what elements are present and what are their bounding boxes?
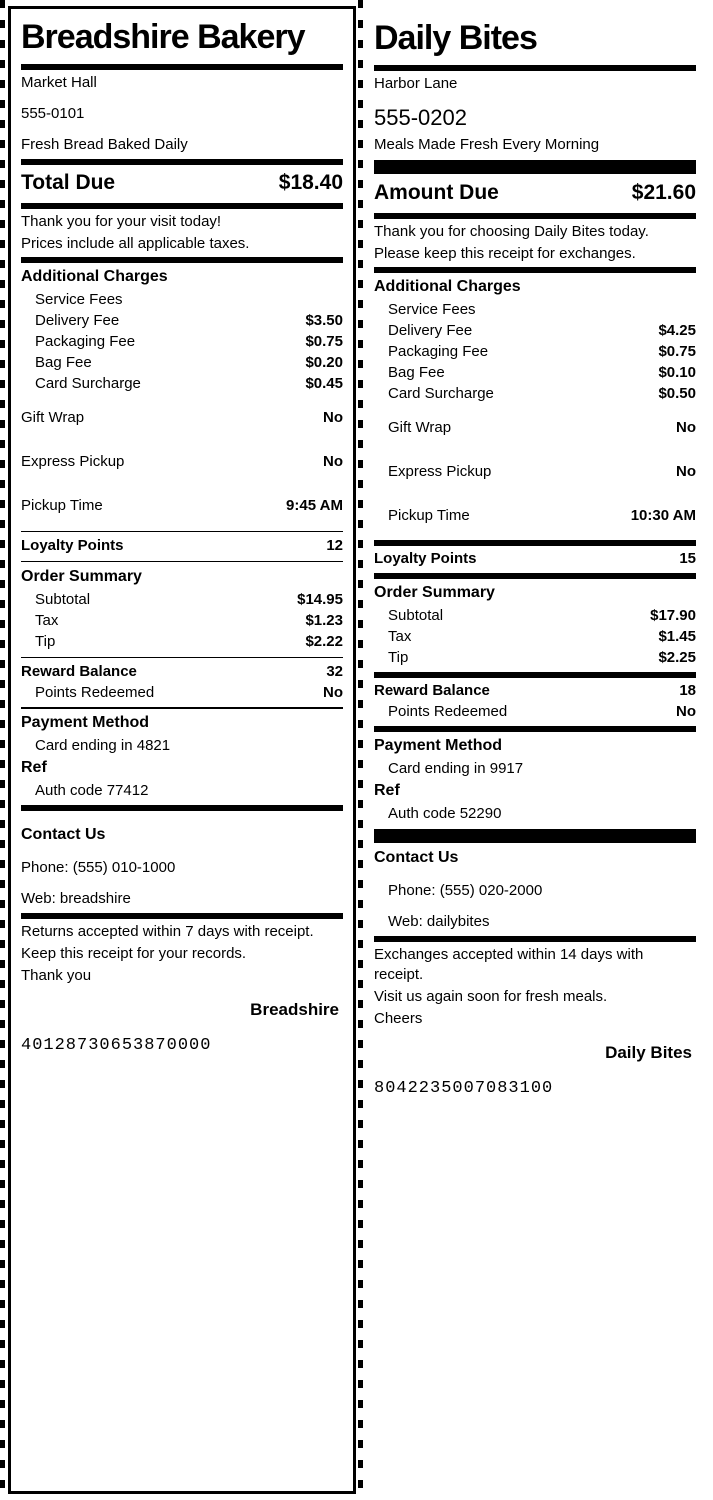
divider: [21, 707, 343, 709]
footer-note: Exchanges accepted within 14 days with receipt.: [374, 946, 644, 983]
divider: [374, 540, 696, 546]
order-row: Tax $1.23: [35, 612, 343, 629]
divider: [374, 672, 696, 678]
signature: Daily Bites: [605, 1043, 692, 1062]
payment-detail: Card ending in 4821: [35, 737, 171, 754]
option-row: Gift Wrap No: [388, 418, 696, 436]
section-heading: Payment Method: [21, 714, 150, 731]
order-row: Tip $2.22: [35, 633, 343, 650]
store-name: Daily Bites: [374, 19, 537, 57]
payment-detail: Card ending in 9917: [388, 760, 524, 777]
divider: [374, 936, 696, 942]
footer-note: Cheers: [374, 1010, 423, 1027]
charge-row: Card Surcharge $0.45: [35, 375, 343, 392]
divider: [21, 913, 343, 919]
store-phone: 555-0101: [21, 105, 85, 122]
subsection-heading: Service Fees: [388, 301, 476, 318]
order-row: Subtotal $17.90: [388, 607, 696, 624]
order-row: Tip $2.25: [388, 649, 696, 666]
store-location: Harbor Lane: [374, 75, 458, 92]
divider: [21, 257, 343, 263]
charge-row: Card Surcharge $0.50: [388, 385, 696, 402]
store-tagline: Fresh Bread Baked Daily: [21, 136, 188, 153]
total-label: Amount Due: [374, 181, 499, 204]
barcode-number: 8042235007083100: [374, 1079, 554, 1098]
ref-detail: Auth code 77412: [35, 782, 149, 799]
charge-row: Packaging Fee $0.75: [388, 343, 696, 360]
charge-row: Bag Fee $0.20: [35, 354, 343, 371]
divider: [21, 159, 343, 165]
contact-phone: Phone: (555) 010-1000: [21, 859, 176, 876]
charge-row: Delivery Fee $3.50: [35, 312, 343, 329]
option-row: Pickup Time 9:45 AM: [21, 496, 343, 514]
contact-web: Web: breadshire: [21, 890, 131, 907]
divider: [21, 64, 343, 70]
extra-row: Reward Balance 18: [374, 682, 696, 699]
extra-row: Points Redeemed No: [35, 684, 343, 701]
footer-note: Returns accepted within 7 days with receipt.: [21, 923, 314, 940]
divider: [374, 829, 696, 843]
receipt-note: Please keep this receipt for exchanges.: [374, 245, 636, 262]
extra-row: Reward Balance 32: [21, 663, 343, 680]
receipt-right: [366, 6, 704, 1494]
section-heading: Additional Charges: [21, 268, 168, 285]
order-row: Subtotal $14.95: [35, 591, 343, 608]
total-row: [21, 168, 343, 200]
contact-web: Web: dailybites: [388, 913, 490, 930]
divider: [374, 65, 696, 71]
loyalty-row: Loyalty Points 12: [21, 537, 343, 554]
section-heading: Payment Method: [374, 737, 503, 754]
signature: Breadshire: [250, 1000, 339, 1019]
ref-label: Ref: [21, 759, 47, 776]
section-heading: Contact Us: [374, 849, 459, 866]
extra-row: Points Redeemed No: [388, 703, 696, 720]
charge-row: Delivery Fee $4.25: [388, 322, 696, 339]
footer-note: Visit us again soon for fresh meals.: [374, 988, 608, 1005]
option-row: Gift Wrap No: [21, 408, 343, 426]
order-row: Tax $1.45: [388, 628, 696, 645]
barcode-number: 40128730653870000: [21, 1036, 212, 1055]
left-perforation: [0, 0, 5, 1500]
ref-label: Ref: [374, 782, 400, 799]
divider: [374, 213, 696, 219]
section-heading: Order Summary: [21, 568, 142, 585]
divider: [21, 531, 343, 532]
divider: [374, 267, 696, 273]
section-heading: Order Summary: [374, 584, 495, 601]
total-label: Total Due: [21, 171, 116, 194]
store-location: Market Hall: [21, 74, 97, 91]
footer-note: Keep this receipt for your records.: [21, 945, 247, 962]
section-heading: Additional Charges: [374, 278, 521, 295]
divider: [21, 657, 343, 658]
section-heading: Contact Us: [21, 826, 106, 843]
option-row: Express Pickup No: [388, 462, 696, 480]
center-perforation: [358, 0, 363, 1500]
receipt-left: [8, 6, 356, 1494]
charge-row: Packaging Fee $0.75: [35, 333, 343, 350]
loyalty-row: Loyalty Points 15: [374, 550, 696, 567]
divider: [21, 203, 343, 209]
divider: [374, 573, 696, 579]
total-value: $18.40: [278, 171, 343, 194]
footer-note: Thank you: [21, 967, 92, 984]
divider: [374, 726, 696, 732]
contact-phone: Phone: (555) 020-2000: [388, 882, 543, 899]
store-tagline: Meals Made Fresh Every Morning: [374, 136, 600, 153]
total-value: $21.60: [631, 181, 696, 204]
divider: [21, 805, 343, 811]
receipt-note: Thank you for choosing Daily Bites today.: [374, 223, 649, 240]
receipt-note: Thank you for your visit today!: [21, 213, 222, 230]
option-row: Pickup Time 10:30 AM: [388, 506, 696, 524]
store-phone: 555-0202: [374, 105, 467, 130]
ref-detail: Auth code 52290: [388, 805, 502, 822]
charge-row: Bag Fee $0.10: [388, 364, 696, 381]
divider: [374, 160, 696, 174]
option-row: Express Pickup No: [21, 452, 343, 470]
receipt-note: Prices include all applicable taxes.: [21, 235, 250, 252]
total-row: [374, 178, 696, 210]
subsection-heading: Service Fees: [35, 291, 123, 308]
divider: [21, 561, 343, 562]
store-name: Breadshire Bakery: [21, 18, 305, 56]
